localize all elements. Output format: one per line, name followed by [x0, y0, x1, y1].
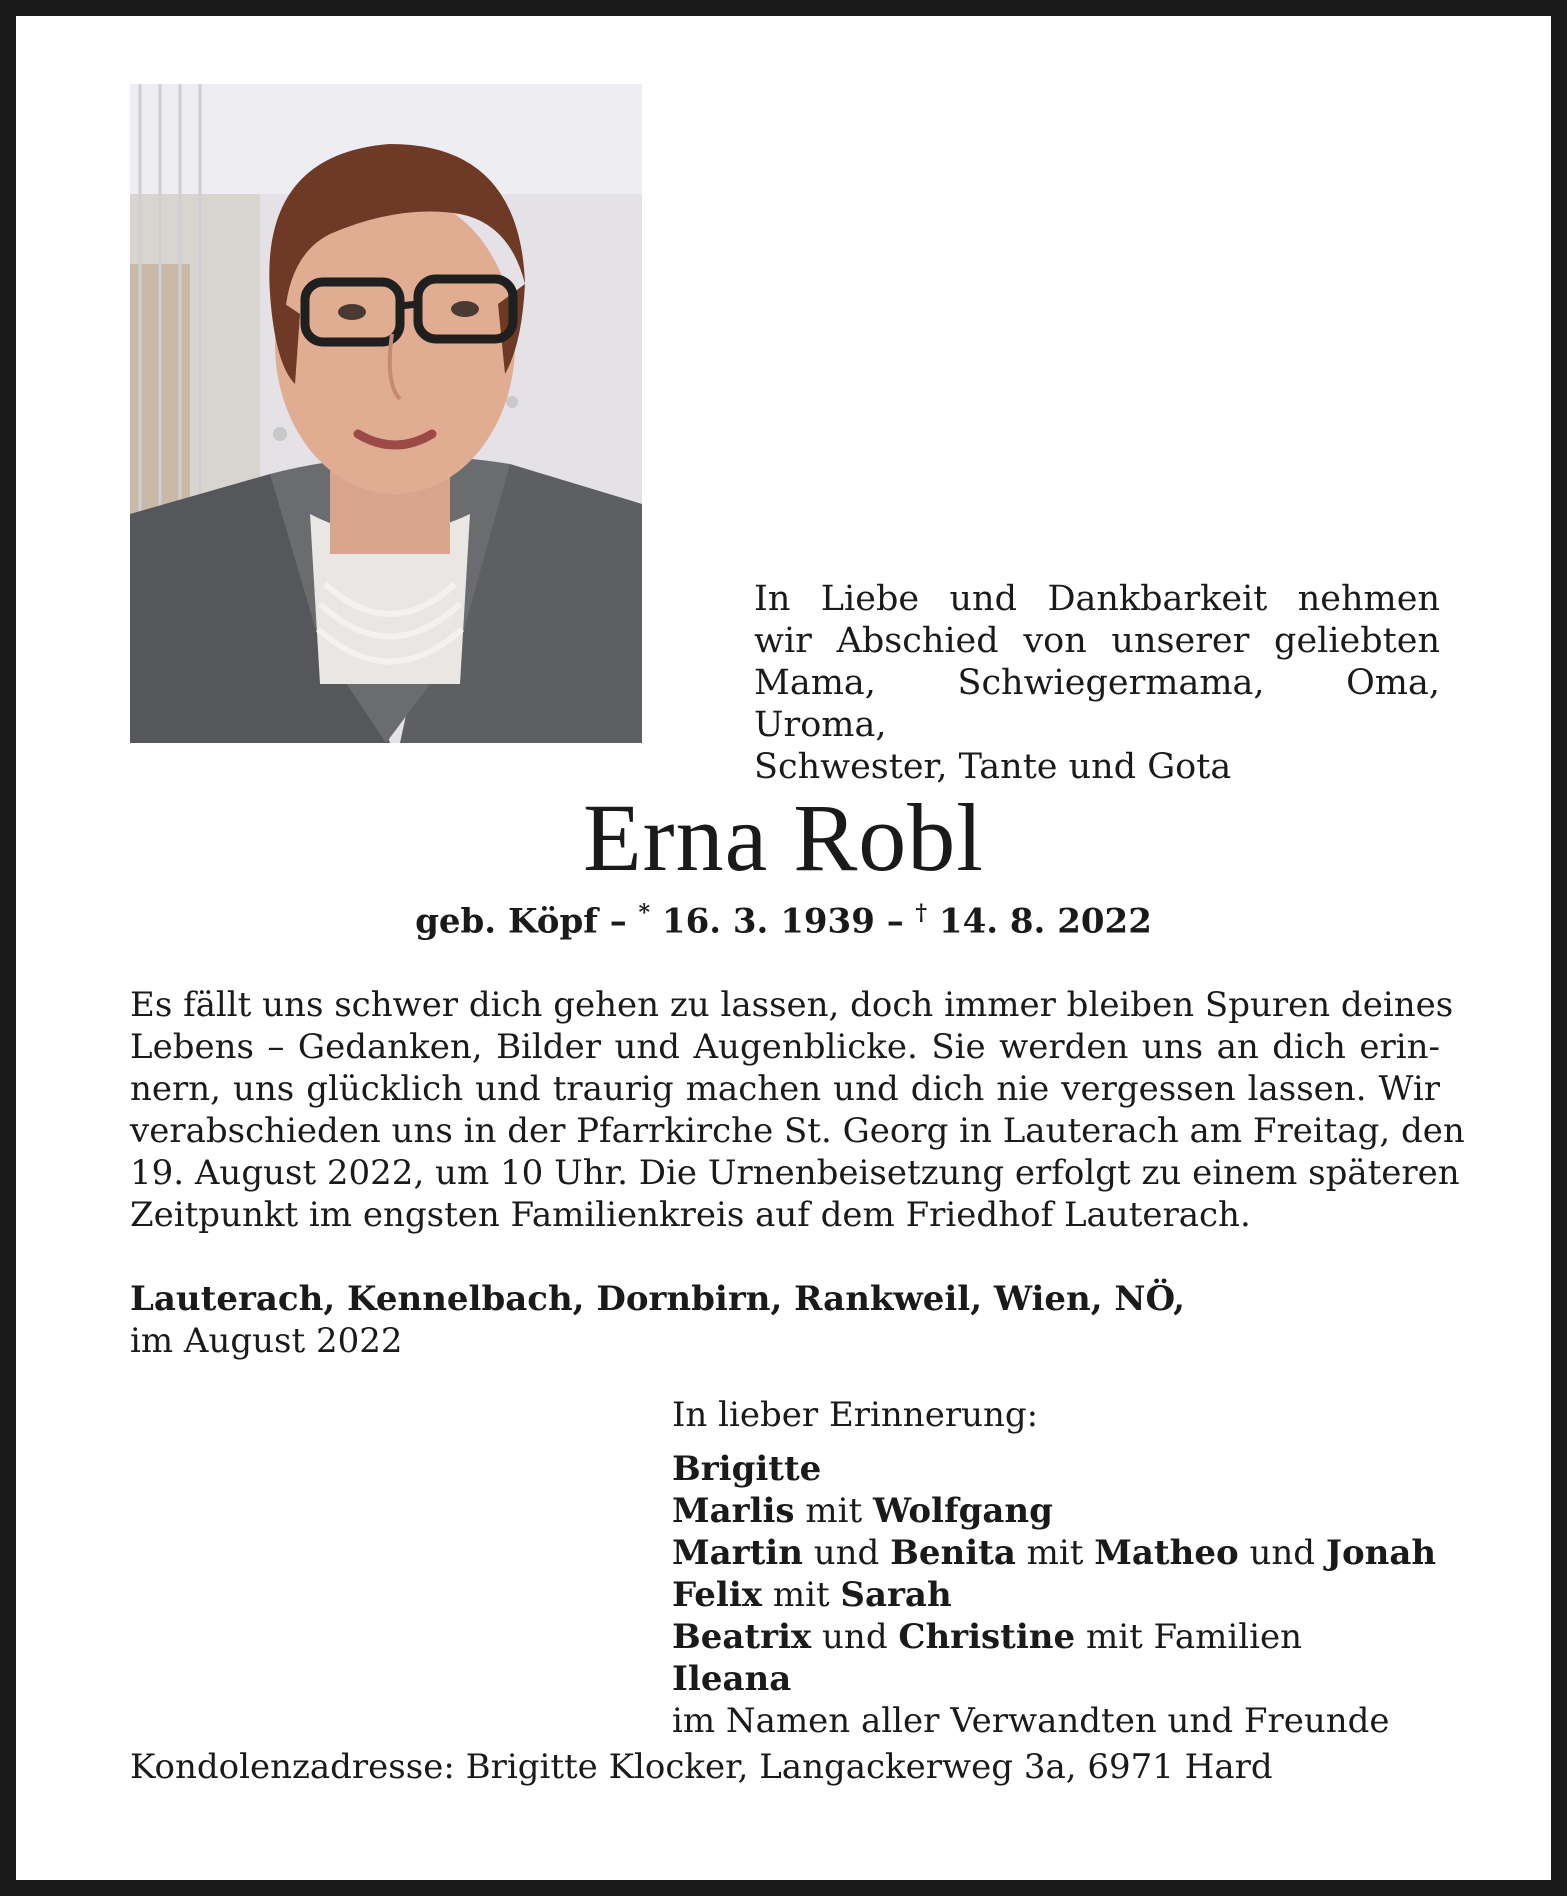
family-row	[672, 1490, 1452, 1532]
family-list	[672, 1448, 1452, 1742]
family-heading: In lieber Erinnerung:	[672, 1395, 1039, 1435]
portrait-photo	[130, 84, 642, 743]
intro-line: wir Abschied von unserer geliebten	[754, 621, 1440, 661]
life-dates	[16, 900, 1551, 941]
condolence-address: Kondolenzadresse: Brigitte Klocker, Langackerweg 3a, 6971 Hard	[130, 1747, 1273, 1787]
family-member-name: Wolfgang	[872, 1491, 1053, 1531]
family-member-name: Felix	[672, 1575, 763, 1615]
family-member-name: Ileana	[672, 1659, 792, 1699]
family-row	[672, 1700, 1452, 1742]
family-member-name: Sarah	[840, 1575, 952, 1615]
intro-line: Schwester, Tante und Gota	[754, 747, 1232, 787]
portrait-image	[130, 84, 642, 743]
death-symbol: †	[915, 900, 928, 926]
intro-line: Mama, Schwiegermama, Oma, Uroma,	[754, 663, 1440, 745]
family-member-name: Marlis	[672, 1491, 795, 1531]
date-separator: –	[597, 901, 639, 942]
message-line: nern, uns glücklich und traurig machen und dich nie vergessen lassen. Wir	[130, 1069, 1440, 1109]
family-member-name: Martin	[672, 1533, 803, 1573]
intro-text	[754, 578, 1440, 788]
family-connector: und	[802, 1533, 891, 1573]
family-member-name: Christine	[898, 1617, 1076, 1657]
family-row	[672, 1574, 1452, 1616]
family-member-name: Matheo	[1094, 1533, 1239, 1573]
family-connector: mit	[762, 1575, 841, 1615]
obituary-page	[16, 16, 1551, 1880]
family-row	[672, 1448, 1452, 1490]
family-row	[672, 1532, 1452, 1574]
birth-symbol: *	[638, 900, 651, 926]
message-line: Es fällt uns schwer dich gehen zu lassen, doch immer bleiben Spuren deines	[130, 985, 1454, 1025]
places-line: Lauterach, Kennelbach, Dornbirn, Rankweil, Wien, NÖ,	[130, 1279, 1185, 1319]
family-connector: mit	[794, 1491, 873, 1531]
family-member-name: Jonah	[1325, 1533, 1437, 1573]
family-member-name: Beatrix	[672, 1617, 812, 1657]
month-line: im August 2022	[130, 1321, 403, 1361]
message-line: 19. August 2022, um 10 Uhr. Die Urnenbeisetzung erfolgt zu einem späteren	[130, 1153, 1460, 1193]
family-member-name: Brigitte	[672, 1449, 822, 1489]
family-connector: mit	[1015, 1533, 1095, 1573]
intro-line: In Liebe und Dankbarkeit nehmen	[754, 579, 1440, 619]
message-line: Zeitpunkt im engsten Familienkreis auf dem Friedhof Lauterach.	[130, 1195, 1251, 1235]
message-line: Lebens – Gedanken, Bilder und Augenblicke. Sie werden uns an dich erin-	[130, 1027, 1440, 1067]
family-connector: und	[1238, 1533, 1326, 1573]
date-separator: –	[874, 901, 916, 942]
deceased-name: Erna Robl	[583, 784, 984, 891]
family-connector: mit Familien	[1075, 1617, 1302, 1657]
message-line: verabschieden uns in der Pfarrkirche St. Georg in Lauterach am Freitag, den	[130, 1111, 1465, 1151]
family-connector: im Namen aller Verwandten und Freunde	[672, 1701, 1390, 1741]
family-row	[672, 1658, 1452, 1700]
obituary-message	[130, 984, 1465, 1236]
maiden-name: geb. Köpf	[415, 901, 598, 942]
family-connector: und	[811, 1617, 899, 1657]
family-member-name: Benita	[890, 1533, 1016, 1573]
death-date: 14. 8. 2022	[938, 901, 1152, 942]
family-signatures	[672, 1394, 1452, 1742]
family-row	[672, 1616, 1452, 1658]
birth-date: 16. 3. 1939	[661, 901, 875, 942]
